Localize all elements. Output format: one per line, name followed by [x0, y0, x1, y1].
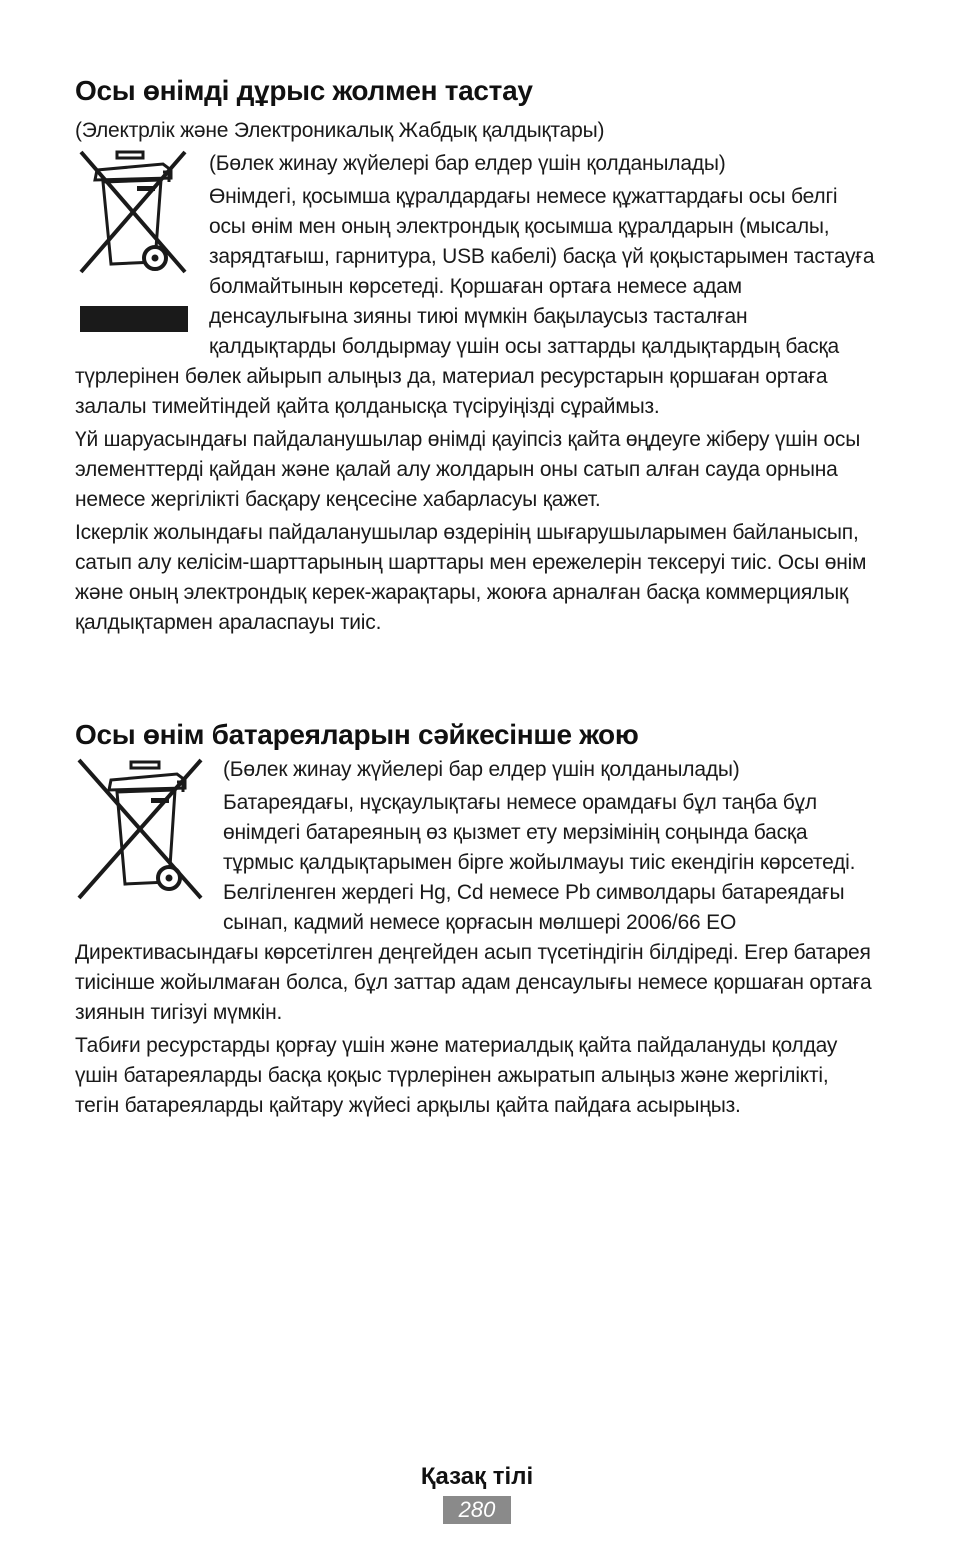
- paragraph: Үй шаруасындағы пайдаланушылар өнімді қауіпсіз қайта өңдеуге жіберу үшін осы элементтерді қайдан және қалай алу жолдарын оны сатып алған сауда орнына немесе жергілікті басқару кеңсесіне хабарласуы қажет.: [75, 428, 861, 511]
- crossed-out-battery-bin-icon: [75, 752, 205, 911]
- section-title-weee: Осы өнімді дұрыс жолмен тастау: [75, 75, 533, 106]
- section-subtitle-weee: (Электрлік және Электроникалық Жабдық қалдықтары): [75, 119, 605, 142]
- paragraph: Табиғи ресурстарды қорғау үшін және материалдық қайта пайдалануды қолдау үшін батареяларды басқа қоқыс түрлерінен ажыратып алыңыз және жергілікті, тегін батареяларды қайтару жүйесі арқылы қайта пайдаға асырыңыз.: [75, 1034, 838, 1117]
- paragraph: (Бөлек жинау жүйелері бар елдер үшін қолданылады): [209, 152, 726, 175]
- page-content: [75, 74, 875, 1121]
- paragraph: Іскерлік жолындағы пайдаланушылар өздерінің шығарушыларымен байланысып, сатып алу келісім-шарттарының шарттары мен ережелерін тексеруі тиіс. Осы өнім және оның электрондық керек-жарақтары, жоюға арналған басқа коммерциялық қалдықтармен араласпауы тиіс.: [75, 521, 867, 634]
- section-title-battery: Осы өнім батареяларын сәйкесінше жою: [75, 719, 639, 750]
- paragraph: Батареядағы, нұсқаулықтағы немесе орамдағы бұл таңба бұл өнімдегі батареяның өз қызмет ету мерзімінің соңында басқа тұрмыс қалдықтарымен бірге жойылмауы тиіс екендігін көрсетеді. Белгіленген жердегі Hg, Cd немесе Pb символдары батареядағы сынап, кадмий немесе қорғасын мөлшері 2006/66 ЕО Директивасындағы көрсетілген деңгейден асып түсетіндігін білдіреді. Егер батарея тиісінше жойылмаған болса, бұл заттар адам денсаулығы немесе қоршаған ортаға зиянын тигізуі мүмкін.: [75, 791, 872, 1024]
- section-weee: [75, 74, 875, 638]
- crossed-out-wheelie-bin-icon: [75, 146, 191, 351]
- page-footer: [0, 1462, 954, 1524]
- page-number: 280: [443, 1496, 511, 1524]
- paragraph: Өнімдегі, қосымша құралдардағы немесе құжаттардағы осы белгі осы өнім мен оның электрондық қосымша құралдарын (мысалы, зарядтағыш, гарнитура, USB кабелі) басқа үй қоқыстарымен тастауға болмайтынын көрсетеді. Қоршаған ортаға немесе адам денсаулығына зияны тиюі мүмкін бақылаусыз тасталған қалдықтарды болдырмау үшін осы заттарды қалдықтардың басқа түрлерінен бөлек айырып алыңыз да, материал ресурстарын қоршаған ортаға залалы тимейтіндей қайта қолданысқа түсіруіңізді сұраймыз.: [75, 185, 875, 418]
- paragraph: (Бөлек жинау жүйелері бар елдер үшін қолданылады): [223, 758, 740, 781]
- section-battery: [75, 718, 875, 1121]
- footer-language: Қазақ тілі: [420, 1463, 534, 1490]
